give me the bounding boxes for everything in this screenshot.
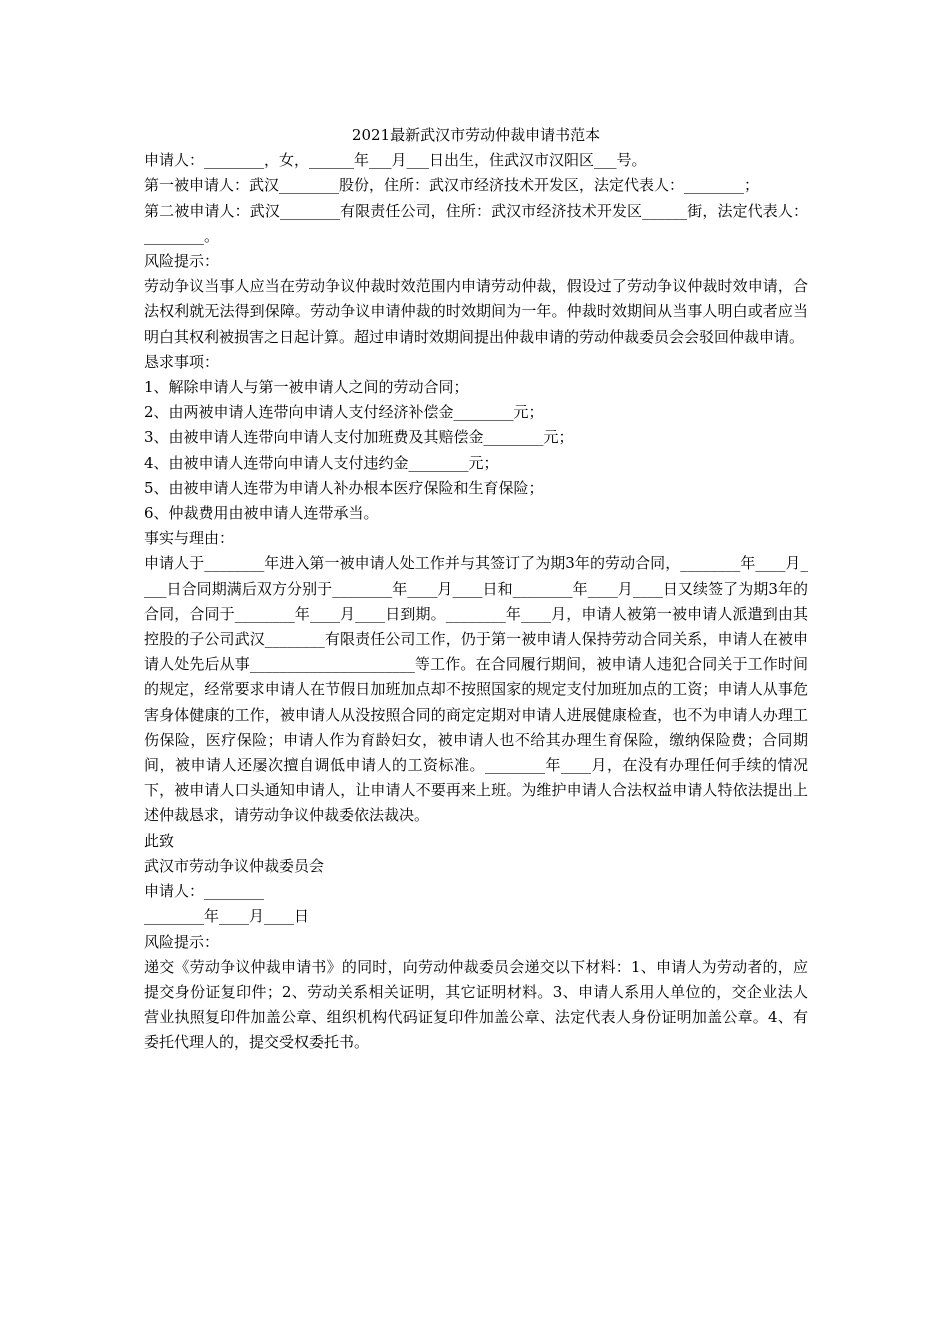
facts-heading: 事实与理由： xyxy=(144,529,235,548)
claim-item: 5、由被申请人连带为申请人补办根本医疗保险和生育保险； xyxy=(144,478,544,497)
claim-item: 4、由被申请人连带向申请人支付违约金________元； xyxy=(144,453,499,472)
risk-notice-heading-2: 风险提示： xyxy=(144,932,220,951)
document-page xyxy=(144,123,808,1056)
date-line: ________年____月____日 xyxy=(144,907,310,926)
second-respondent-info: 第二被申请人：武汉________有限责任公司，住所：武汉市经济技术开发区______街，法定代表人：________。 xyxy=(144,201,808,245)
claim-item: 6、仲裁费用由被申请人连带承当。 xyxy=(144,504,379,523)
salutation: 此致 xyxy=(144,831,175,850)
first-respondent-info: 第一被申请人：武汉________股份，住所：武汉市经济技术开发区，法定代表人：________； xyxy=(144,176,760,195)
facts-text: 申请人于________年进入第一被申请人处工作并与其签订了为期3年的劳动合同，________年____月____日合同期满后双方分别于________年____月____日和________年____月____日又续签了为期3年的合同，合同于________年____月____日到期。________年____月，申请人被第一被申请人派遣到由其控股的子公司武汉________有限责任公司工作，仍于第一被申请人保持劳动合同关系，申请人在被申请人处先后从事______________________等工作。在合同履行期间，被申请人违犯合同关于工作时间的规定，经常要求申请人在节假日加班加点却不按照国家的规定支付加班加点的工资；申请人从事危害身体健康的工作，被申请人从没按照合同的商定定期对申请人进展健康检查，也不为申请人办理工伤保险，医疗保险；申请人作为育龄妇女，被申请人也不给其办理生育保险，缴纳保险费；合同期间，被申请人还屡次擅自调低申请人的工资标准。________年____月，在没有办理任何手续的情况下，被申请人口头通知申请人，让申请人不要再来上班。为维护申请人合法权益申请人特依法提出上述仲裁恳求，请劳动争议仲裁委依法裁决。 xyxy=(144,554,808,825)
claims-heading: 恳求事项： xyxy=(144,352,220,371)
risk-notice-text: 劳动争议当事人应当在劳动争议仲裁时效范围内申请劳动仲裁，假设过了劳动争议仲裁时效申请，合法权利就无法得到保障。劳动争议申请仲裁的时效期间为一年。仲裁时效期间从当事人明白或者应当明白其权利被损害之日起计算。超过申请时效期间提出仲裁申请的劳动仲裁委员会会驳回仲裁申请。 xyxy=(144,277,808,346)
risk-notice-heading: 风险提示： xyxy=(144,252,220,271)
signature-line: 申请人：________ xyxy=(144,882,265,901)
recipient: 武汉市劳动争议仲裁委员会 xyxy=(144,856,325,875)
document-title: 2021最新武汉市劳动仲裁申请书范本 xyxy=(351,126,601,144)
risk-notice-text-2: 递交《劳动争议仲裁申请书》的同时，向劳动仲裁委员会递交以下材料：1、申请人为劳动者的，应提交身份证复印件；2、劳动关系相关证明，其它证明材料。3、申请人系用人单位的，交企业法人营业执照复印件加盖公章、组织机构代码证复印件加盖公章、法定代表人身份证明加盖公章。4、有委托代理人的，提交受权委托书。 xyxy=(144,957,808,1052)
claim-item: 3、由被申请人连带向申请人支付加班费及其赔偿金________元； xyxy=(144,428,574,447)
claim-item: 2、由两被申请人连带向申请人支付经济补偿金________元； xyxy=(144,403,544,422)
claim-item: 1、解除申请人与第一被申请人之间的劳动合同； xyxy=(144,378,469,397)
applicant-info: 申请人：________，女，______年___月___日出生，住武汉市汉阳区___号。 xyxy=(144,151,647,170)
